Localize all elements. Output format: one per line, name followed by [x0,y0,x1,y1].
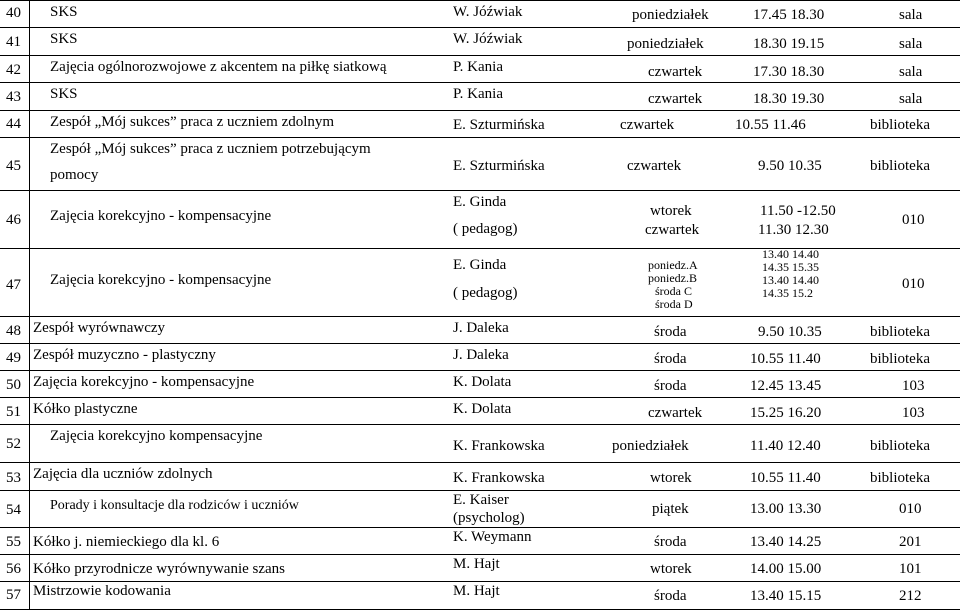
day: środa [654,534,687,550]
day: wtorek [650,470,692,486]
row-number: 49 [6,350,21,366]
row-number: 43 [6,89,21,105]
time: 17.30 18.30 [753,64,825,80]
day: środa [654,351,687,367]
day: czwartek [648,91,703,107]
row-number: 51 [6,404,21,420]
day: środa [654,588,687,604]
time: 13.40 15.15 [750,588,822,604]
day: czwartek [645,222,700,238]
day: środa D [655,297,693,311]
teacher: P. Kania [453,86,503,102]
row-number: 47 [6,277,21,293]
teacher: J. Daleka [453,347,509,363]
activity-name: Zespół muzyczno - plastyczny [33,347,216,363]
table-row [0,137,960,190]
row-number: 45 [6,158,21,174]
activity-name: Zajęcia korekcyjno kompensacyjne [50,428,263,444]
teacher: P. Kania [453,59,503,75]
time: 10.55 11.46 [735,117,806,133]
teacher: E. Szturmińska [453,117,545,133]
teacher: K. Dolata [453,374,512,390]
room: 010 [902,276,925,292]
room: biblioteka [870,324,930,340]
activity-name: Zajęcia korekcyjno - kompensacyjne [50,272,272,288]
row-number: 41 [6,34,21,50]
row-number: 44 [6,116,21,132]
table-row [0,527,960,554]
time: 13.00 13.30 [750,501,822,517]
day: piątek [652,501,689,517]
table-row [0,248,960,316]
activity-name: SKS [50,86,78,102]
row-number: 40 [6,5,21,21]
activity-name: SKS [50,31,78,47]
time: 17.45 18.30 [753,7,825,23]
row-number: 50 [6,377,21,393]
time: 11.40 12.40 [750,438,821,454]
table-row [0,554,960,581]
teacher-role: (psycholog) [453,510,525,526]
table-row [0,82,960,110]
time: 9.50 10.35 [758,158,822,174]
table-row [0,316,960,343]
row-number: 53 [6,470,21,486]
teacher: K. Dolata [453,401,512,417]
time: 10.55 11.40 [750,470,821,486]
time: 14.00 15.00 [750,561,822,577]
teacher: E. Kaiser [453,492,509,508]
activity-name: Kółko przyrodnicze wyrównywanie szans [33,561,286,577]
teacher: J. Daleka [453,320,509,336]
teacher-role: ( pedagog) [453,221,518,237]
room: biblioteka [870,351,930,367]
room: 010 [899,501,922,517]
time: 9.50 10.35 [758,324,822,340]
activity-name: Zespół wyrównawczy [33,320,166,336]
time: 11.30 12.30 [758,222,829,238]
room: biblioteka [870,470,930,486]
teacher: M. Hajt [453,556,500,572]
day: środa C [655,284,692,298]
activity-name: Zajęcia korekcyjno - kompensacyjne [50,208,272,224]
day: czwartek [648,64,703,80]
table-row [0,190,960,248]
row-number: 52 [6,436,21,452]
day: czwartek [648,405,703,421]
room: sala [899,91,923,107]
teacher: W. Jóźwiak [453,31,523,47]
teacher: E. Ginda [453,194,507,210]
table-row [0,490,960,527]
room: sala [899,7,923,23]
activity-name: Kółko plastyczne [33,401,138,417]
teacher: W. Jóźwiak [453,4,523,20]
row-number: 57 [6,587,21,603]
time: 15.25 16.20 [750,405,822,421]
time: 18.30 19.15 [753,36,825,52]
room: 103 [902,378,925,394]
time: 18.30 19.30 [753,91,825,107]
day: środa [654,324,687,340]
row-number: 55 [6,534,21,550]
room: 101 [899,561,922,577]
teacher: K. Weymann [453,529,532,545]
teacher: E. Szturmińska [453,158,545,174]
activity-name: Zajęcia dla uczniów zdolnych [33,466,213,482]
time: 13.40 14.40 [762,247,819,261]
table-row [0,343,960,370]
table-row [0,110,960,137]
room: 010 [902,212,925,228]
teacher: E. Ginda [453,257,507,273]
room: sala [899,64,923,80]
room: 103 [902,405,925,421]
time: 11.50 -12.50 [760,203,836,219]
teacher-role: ( pedagog) [453,285,518,301]
day: poniedz.B [648,271,697,285]
time: 14.35 15.2 [762,286,813,300]
row-number: 56 [6,561,21,577]
activity-name: Zespół „Mój sukces” praca z uczniem zdolnym [50,114,335,130]
room: 212 [899,588,922,604]
row-number: 54 [6,502,21,518]
day: czwartek [620,117,675,133]
table-row [0,370,960,397]
room: 201 [899,534,922,550]
table-row [0,55,960,82]
teacher: M. Hajt [453,583,500,599]
time: 13.40 14.40 [762,273,819,287]
table-row [0,581,960,610]
row-number: 46 [6,212,21,228]
room: biblioteka [870,438,930,454]
table-row [0,0,960,27]
table-row [0,27,960,55]
table-row [0,462,960,490]
day: czwartek [627,158,682,174]
time: 14.35 15.35 [762,260,819,274]
room: sala [899,36,923,52]
activity-name: Kółko j. niemieckiego dla kl. 6 [33,534,220,550]
room: biblioteka [870,117,930,133]
table-row [0,397,960,424]
table-row [0,424,960,462]
day: poniedziałek [612,438,689,454]
teacher: K. Frankowska [453,470,545,486]
activity-name: Porady i konsultacje dla rodziców i uczniów [50,498,299,513]
day: środa [654,378,687,394]
activity-name: Zajęcia korekcyjno - kompensacyjne [33,374,255,390]
row-number: 42 [6,62,21,78]
time: 10.55 11.40 [750,351,821,367]
teacher: K. Frankowska [453,438,545,454]
activity-name: SKS [50,4,78,20]
activity-name: Mistrzowie kodowania [33,583,171,599]
activity-name: Zespół „Mój sukces” praca z uczniem potrzebującym [50,141,371,157]
time: 12.45 13.45 [750,378,822,394]
row-number: 48 [6,323,21,339]
activity-name-cont: pomocy [50,167,99,183]
time: 13.40 14.25 [750,534,822,550]
room: biblioteka [870,158,930,174]
day: poniedz.A [648,258,698,272]
day: poniedziałek [627,36,704,52]
day: poniedziałek [632,7,709,23]
day: wtorek [650,561,692,577]
activity-name: Zajęcia ogólnorozwojowe z akcentem na piłkę siatkową [50,59,387,75]
day: wtorek [650,203,692,219]
